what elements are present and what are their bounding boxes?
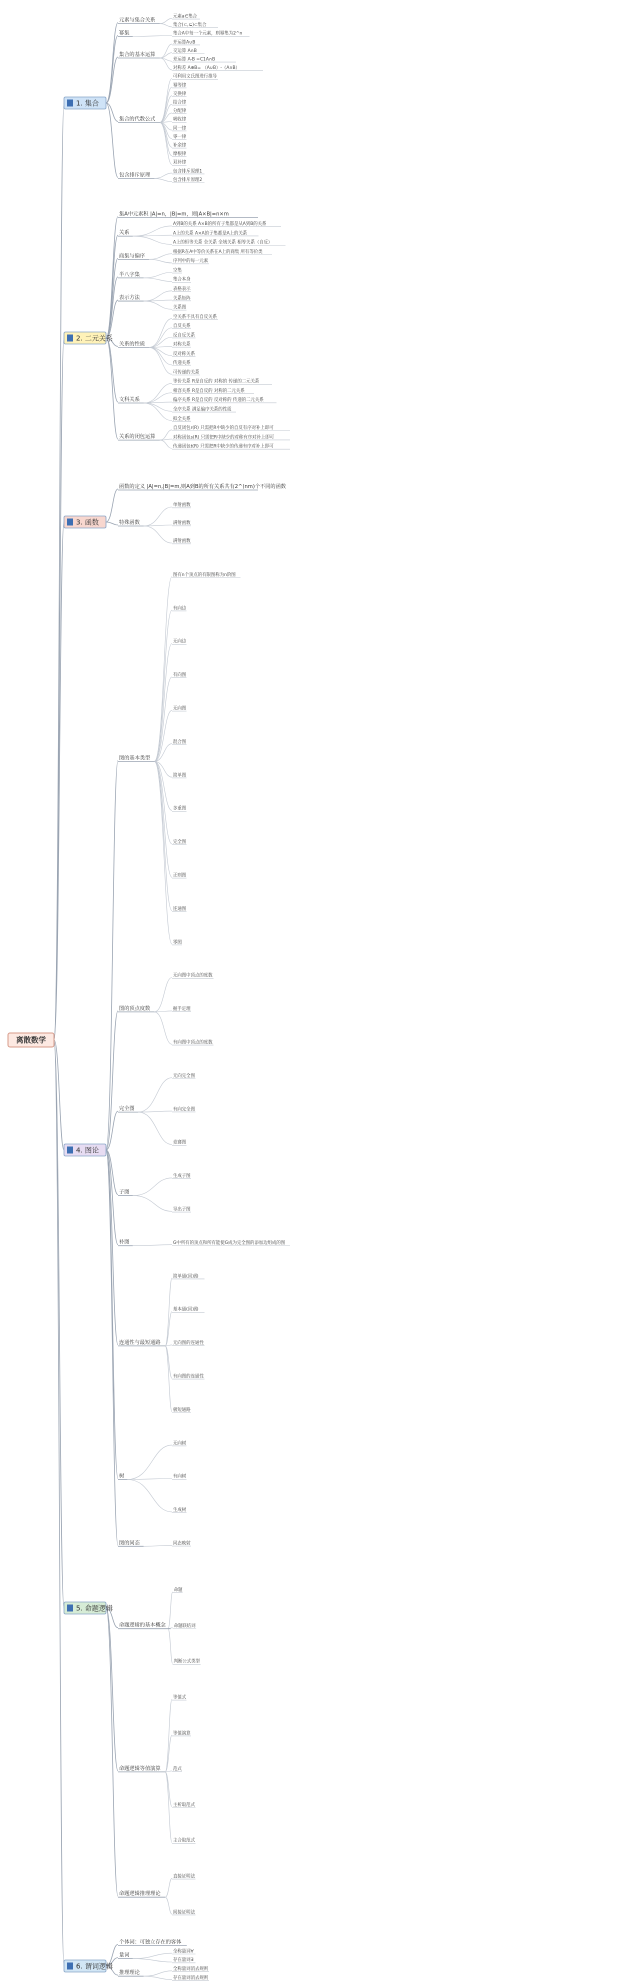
leaf-label: 无向树 xyxy=(173,1441,187,1447)
connector-lines xyxy=(54,18,173,1979)
branch-node[interactable] xyxy=(118,482,287,490)
section-s2[interactable] xyxy=(64,332,113,344)
leaf-label: 可利用文氏图进行推导 xyxy=(173,74,217,80)
connector xyxy=(133,1196,172,1212)
connector xyxy=(106,338,118,402)
connector xyxy=(133,1245,172,1246)
connector xyxy=(144,1976,172,1979)
section-label: 2. 二元关系 xyxy=(76,334,113,343)
leaf-label: 对称闭包s(R) 只需把R中缺少的对称有序对补上即可 xyxy=(173,435,275,441)
branch-label: 命题逻辑等值演算 xyxy=(119,1765,161,1772)
branch-label: 关系的闭包运算 xyxy=(119,434,156,441)
connector xyxy=(133,36,172,37)
connector xyxy=(160,440,172,448)
leaf-label: 判断公式类型 xyxy=(173,1659,200,1665)
leaf-label: 根据R在A中等价关系在A上的商集 所有等价类 xyxy=(173,249,263,255)
leaf-label: 自反闭包r(R) 只需把R中缺少的自反有序对补上即可 xyxy=(173,426,274,432)
branch-label: 函数的定义 |A|=n,|B|=m,则A到B的所有关系共有2^(nm)个不同的函数 xyxy=(119,484,286,490)
leaf-label: 等值式 xyxy=(173,1695,187,1701)
leaf-label: 有向完全图 xyxy=(173,1107,195,1113)
section-s6[interactable] xyxy=(64,1960,113,1972)
leaf-label: 正则图 xyxy=(173,873,187,879)
branch-node[interactable] xyxy=(118,228,133,236)
connector xyxy=(106,489,118,522)
section-s5[interactable] xyxy=(64,1602,113,1614)
section-label: 5. 命题逻辑 xyxy=(76,1604,113,1613)
connector xyxy=(149,259,172,263)
branch-label: 命题逻辑推理理论 xyxy=(119,1891,161,1898)
leaf-label: 无向图中顶点的度数 xyxy=(173,973,213,979)
connector xyxy=(144,278,172,282)
connector xyxy=(106,23,118,103)
section-icon xyxy=(67,1963,73,1970)
leaf-label: 基本通(回)路 xyxy=(173,1307,199,1313)
connector xyxy=(54,103,64,1040)
branch-node[interactable] xyxy=(118,1951,133,1959)
branch-node[interactable] xyxy=(118,293,144,301)
branch-node[interactable] xyxy=(118,1104,138,1112)
leaf-label: 空关系不具有自反关系 xyxy=(173,314,217,320)
leaf-label: 传递闭包t(R) 只需把R中缺少的传递有序对补上即可 xyxy=(173,444,274,450)
branch-node[interactable] xyxy=(118,1968,144,1976)
section-s1[interactable] xyxy=(64,97,106,109)
leaf-label: 摩根律 xyxy=(173,152,187,158)
leaf-label: 集合(⊂,⊆)⊂集合 xyxy=(173,23,207,29)
leaf-label: 同一律 xyxy=(173,126,187,132)
branch-node[interactable] xyxy=(118,1238,133,1246)
leaf-label: G中所有的顶点和所有能使G成为完全图的添加边组成的图 xyxy=(173,1240,286,1246)
section-label: 1. 集合 xyxy=(76,99,99,108)
connector xyxy=(149,254,172,260)
leaf-label: 混合图 xyxy=(173,739,187,745)
leaf-label: 集合本身 xyxy=(173,277,191,283)
branch-label: 补图 xyxy=(119,1239,130,1246)
leaf-label: 吸收律 xyxy=(173,117,187,123)
leaf-label: 偏序关系 R是自反的 反对称的 传递的二元关系 xyxy=(173,398,264,404)
branch-node[interactable] xyxy=(118,1889,165,1897)
connector xyxy=(144,301,172,309)
leaf-label: 表格表示 xyxy=(173,286,191,292)
leaf-label: 零一律 xyxy=(173,134,187,140)
leaf-label: 满射函数 xyxy=(173,539,191,545)
leaf-label: 极短通路 xyxy=(173,1407,191,1413)
leaf-label: 等值演算 xyxy=(173,1731,191,1737)
connector xyxy=(144,291,172,301)
section-s3[interactable] xyxy=(64,516,106,528)
connector xyxy=(133,1178,172,1196)
leaf-label: 有向图中顶点的度数 xyxy=(173,1040,213,1046)
branch-label: 集合的基本运算 xyxy=(119,52,156,58)
leaf-label: 有向边 xyxy=(173,606,187,612)
leaf-label: 命题联结词 xyxy=(173,1623,196,1629)
leaf-label: 竞赛图 xyxy=(173,1140,187,1146)
connector xyxy=(54,1040,64,1608)
connector xyxy=(106,103,118,177)
leaf-label: 补余律 xyxy=(173,143,187,149)
branch-label: 文科关系 xyxy=(119,397,140,404)
leaf-label: 满射函数 xyxy=(173,521,191,527)
leaf-label: 全序关系 满足偏序关系的性质 xyxy=(173,407,232,413)
leaf-label: 零图 xyxy=(173,940,182,946)
branch-label: 图的基本类型 xyxy=(119,755,151,762)
leaf-label: 有向图的连通性 xyxy=(173,1374,204,1380)
branch-node[interactable] xyxy=(118,251,149,259)
mind-map-nodes xyxy=(8,13,290,1981)
connector xyxy=(106,338,118,439)
branch-label: 推理理论 xyxy=(119,1970,140,1977)
connector xyxy=(54,338,64,1040)
leaf-label: 反自反关系 xyxy=(173,333,195,339)
connector xyxy=(106,1011,118,1150)
connector xyxy=(154,577,172,762)
leaf-label: 自反关系 xyxy=(173,324,191,330)
connector xyxy=(133,1953,172,1958)
branch-label: 个体词：可独立存在的客体 xyxy=(119,1939,182,1946)
branch-node[interactable] xyxy=(118,339,149,347)
leaf-label: 直接证明法 xyxy=(173,1874,195,1880)
branch-node[interactable] xyxy=(118,1621,171,1629)
branch-node[interactable] xyxy=(118,170,154,178)
leaf-label: 命题 xyxy=(173,1588,183,1594)
leaf-label: 连通图 xyxy=(173,906,187,912)
leaf-label: 交换律 xyxy=(173,91,187,97)
branch-label: 集A中元素积 |A|=n，|B|=m，则|A×B|=n×m xyxy=(119,211,229,218)
branch-node[interactable] xyxy=(118,50,160,58)
connector xyxy=(106,1608,118,1896)
branch-label: 特殊函数 xyxy=(119,520,140,526)
leaf-label: A上的恒等关系 全关系 全域关系 相等关系（自反） xyxy=(173,240,273,246)
leaf-label: A上的关系 A×A的子集都是A上的关系 xyxy=(173,231,248,237)
branch-label: 树 xyxy=(119,1473,125,1480)
leaf-label: 全称量词消去规则 xyxy=(173,1967,209,1972)
leaf-label: 双补律 xyxy=(173,160,187,166)
connector xyxy=(133,236,172,244)
leaf-label: 握手定理 xyxy=(173,1007,191,1013)
leaf-label: 幂等律 xyxy=(173,83,187,89)
connector xyxy=(127,1445,172,1479)
branch-label: 幂集 xyxy=(119,30,130,37)
leaf-label: 导出子图 xyxy=(173,1207,191,1213)
connector xyxy=(160,430,172,440)
leaf-label: 传递关系 xyxy=(173,361,191,367)
branch-label: 命题逻辑的基本概念 xyxy=(119,1622,166,1629)
connector xyxy=(154,761,172,810)
leaf-label: 存在量词消去规则 xyxy=(173,1975,209,1981)
connector xyxy=(144,507,172,526)
leaf-label: 关系矩阵 xyxy=(173,296,191,302)
branch-label: 图的顶点度数 xyxy=(119,1005,151,1012)
leaf-label: 简单通(回)路 xyxy=(173,1274,199,1280)
leaf-label: 空集 xyxy=(173,268,182,274)
connector xyxy=(138,1078,172,1112)
connector xyxy=(165,1772,172,1843)
connector xyxy=(154,178,172,181)
connector xyxy=(154,978,172,1012)
leaf-label: 范式 xyxy=(173,1767,182,1773)
leaf-label: 拟全关系 xyxy=(173,416,191,422)
connector xyxy=(144,403,172,411)
leaf-label: 有向树 xyxy=(173,1474,187,1480)
branch-node[interactable] xyxy=(118,1538,144,1546)
leaf-label: 相容关系 R是自反的 对称的二元关系 xyxy=(173,388,245,394)
connector xyxy=(154,761,172,877)
leaf-label: 生成子图 xyxy=(173,1174,191,1180)
root-node[interactable] xyxy=(8,1033,54,1047)
leaf-label: 生成树 xyxy=(173,1508,187,1514)
connector xyxy=(160,58,172,70)
branch-label: 元素与集合关系 xyxy=(119,17,156,24)
connector xyxy=(165,1699,172,1772)
connector xyxy=(144,403,172,421)
leaf-label: 元素a∈集合 xyxy=(173,14,198,20)
connector xyxy=(154,761,172,944)
section-s4[interactable] xyxy=(64,1144,106,1156)
leaf-label: 集合A中每一个元素，则幂集为2^n xyxy=(173,31,243,37)
connector xyxy=(154,644,172,762)
connector xyxy=(127,1480,172,1512)
branch-node[interactable] xyxy=(118,16,160,24)
section-icon xyxy=(67,1147,73,1154)
connector xyxy=(154,1012,172,1044)
branch-node[interactable] xyxy=(118,1338,165,1346)
connector xyxy=(54,1040,64,1966)
leaf-label: 有向图 xyxy=(173,673,187,679)
section-label: 3. 函数 xyxy=(76,518,99,527)
branch-label: 子图 xyxy=(119,1189,130,1196)
leaf-label: 无向完全图 xyxy=(173,1073,195,1079)
branch-node[interactable] xyxy=(118,395,144,403)
connector xyxy=(144,1971,172,1976)
connector xyxy=(106,522,118,525)
leaf-label: 对称关系 xyxy=(173,342,191,348)
connector xyxy=(160,24,172,27)
root-label: 离散数学 xyxy=(16,1035,46,1045)
leaf-label: A到B的关系 A×B的所有子集都是从A到B的关系 xyxy=(173,222,267,228)
branch-node[interactable] xyxy=(118,1188,133,1196)
section-label: 4. 图论 xyxy=(76,1146,99,1155)
leaf-label: 无向图的连通性 xyxy=(173,1341,204,1347)
connector xyxy=(144,1545,172,1546)
branch-node[interactable] xyxy=(118,1937,187,1945)
leaf-label: 单射函数 xyxy=(173,503,191,509)
connector xyxy=(154,173,172,178)
leaf-label: 无向边 xyxy=(173,639,187,645)
branch-label: 集合的代数公式 xyxy=(119,116,156,123)
section-icon xyxy=(67,519,73,526)
branch-node[interactable] xyxy=(118,432,160,440)
connector xyxy=(149,347,172,365)
section-icon xyxy=(67,100,73,107)
connector xyxy=(133,226,172,236)
branch-label: 连通性与最短通路 xyxy=(119,1339,161,1346)
branch-label: 包含排斥原理 xyxy=(119,172,151,179)
leaf-label: 全称量词∀ xyxy=(173,1949,194,1955)
leaf-label: 分配律 xyxy=(173,109,187,115)
leaf-label: 完全图 xyxy=(173,840,187,846)
branch-label: 表示方法 xyxy=(119,295,140,302)
branch-node[interactable] xyxy=(118,1764,165,1772)
leaf-label: 序列中的每一元素 xyxy=(173,259,209,265)
branch-node[interactable] xyxy=(118,29,133,37)
connector xyxy=(165,1897,172,1914)
leaf-label: 差运算 A-B =C1A∩B xyxy=(173,57,216,63)
leaf-label: 主合取范式 xyxy=(173,1838,195,1844)
branch-node[interactable] xyxy=(118,753,154,761)
connector xyxy=(144,526,172,543)
branch-node[interactable] xyxy=(118,1472,127,1480)
leaf-label: 反对称关系 xyxy=(173,351,195,357)
branch-label: 关系 xyxy=(119,230,130,237)
leaf-label: 等价关系 R是自反的 对称的 传递的二元关系 xyxy=(173,379,260,385)
leaf-label: 无向图 xyxy=(173,706,187,712)
connector xyxy=(160,18,172,23)
branch-node[interactable] xyxy=(118,115,160,123)
connector xyxy=(168,1629,173,1664)
leaf-label: 存在量词∃ xyxy=(173,1958,194,1964)
branch-label: 完全图 xyxy=(119,1106,135,1113)
leaf-label: 结合律 xyxy=(173,100,187,106)
connector xyxy=(149,347,172,374)
section-icon xyxy=(67,335,73,342)
connector xyxy=(133,1959,172,1962)
leaf-label: 交运算 A∩B xyxy=(173,48,197,54)
connector xyxy=(168,1592,173,1629)
leaf-label: 并运算A∪B xyxy=(173,40,196,46)
leaf-label: 可传递的关系 xyxy=(173,370,200,376)
branch-node[interactable] xyxy=(118,210,258,218)
branch-label: 关系的性质 xyxy=(119,341,145,348)
connector xyxy=(165,1346,172,1412)
connector xyxy=(165,1878,172,1897)
connector xyxy=(154,761,172,844)
connector xyxy=(154,677,172,762)
leaf-label: 包含排斥原理1 xyxy=(173,169,203,175)
leaf-label: 简单图 xyxy=(173,773,187,779)
branch-label: 商集与偏序 xyxy=(119,253,145,260)
branch-label: 半八字集 xyxy=(119,271,140,278)
branch-node[interactable] xyxy=(118,270,144,278)
leaf-label: 多重图 xyxy=(173,806,187,812)
leaf-label: 图有n个顶点的有限图称为n阶图 xyxy=(173,572,236,578)
connector xyxy=(138,1112,172,1144)
connector xyxy=(160,79,172,123)
connector xyxy=(165,1278,172,1346)
section-icon xyxy=(67,1605,73,1612)
leaf-label: 关系图 xyxy=(173,305,187,311)
section-label: 6. 谓词逻辑 xyxy=(76,1962,113,1971)
branch-label: 图的同态 xyxy=(119,1540,140,1547)
leaf-label: 同态映射 xyxy=(173,1541,191,1547)
leaf-label: 间接证明法 xyxy=(173,1910,195,1916)
leaf-label: 主析取范式 xyxy=(173,1802,195,1808)
branch-node[interactable] xyxy=(118,518,144,526)
leaf-label: 对称差 A⊕B= （A∪B）-（A∩B） xyxy=(173,66,240,72)
branch-node[interactable] xyxy=(118,1004,154,1012)
connector xyxy=(106,1150,118,1545)
branch-label: 量词 xyxy=(119,1952,130,1959)
connector xyxy=(144,272,172,278)
leaf-label: 包含排斥原理2 xyxy=(173,177,203,183)
